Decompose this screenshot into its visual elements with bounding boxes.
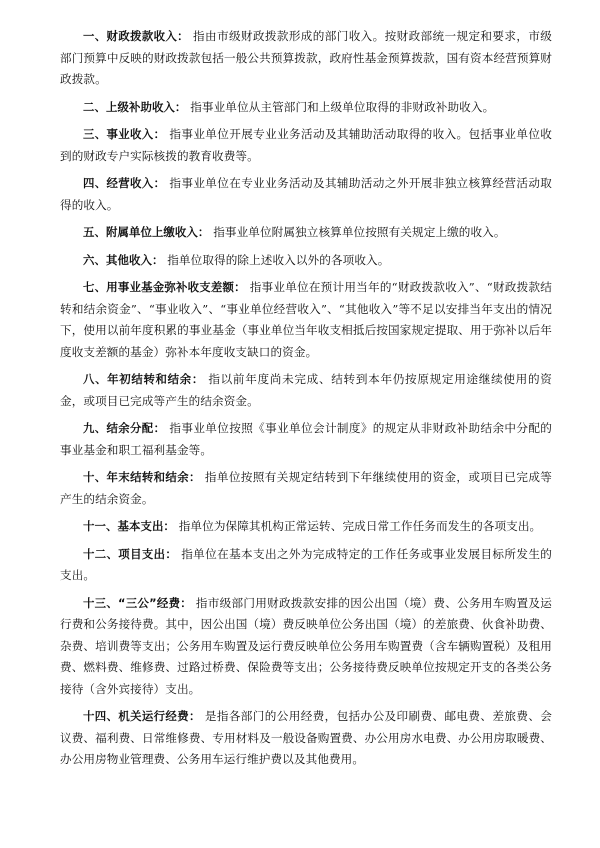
item-9-text: 指事业单位按照《事业单位会计制度》的规定从非财政补助结余中分配的事业基金和职工福利基金等。 (60, 421, 553, 457)
item-9-term: 九、结余分配： (83, 421, 166, 435)
item-3-text: 指事业单位开展专业业务活动及其辅助活动取得的收入。包括事业单位收到的财政专户实际核拨的教育收费等。 (60, 127, 553, 163)
item-11-text: 指单位为保障其机构正常运转、完成日常工作任务而发生的各项支出。 (178, 519, 542, 533)
item-1 (60, 26, 552, 91)
item-7-text: 指事业单位在预计用当年的“财政拨款收入”、“财政拨款结转和结余资金”、“事业收入”、“事业单位经营收入”、“其他收入”等不足以安排当年支出的情况下，使用以前年度积累的事业基金（事业单位当年收支相抵后按国家规定提取、用于弥补以后年度收支差额的基金）弥补本年度收支缺口的资金。 (60, 280, 552, 359)
item-14-text: 是指各部门的公用经费，包括办公及印刷费、邮电费、差旅费、会议费、福利费、日常维修费、专用材料及一般设备购置费、办公用房水电费、办公用房取暖费、办公用房物业管理费、公务用车运行维护费以及其他费用。 (60, 709, 552, 766)
item-13-term: 十三、“三公”经费： (83, 595, 192, 610)
item-2 (60, 97, 552, 119)
item-10-text: 指单位按照有关规定结转到下年继续使用的资金，或项目已完成等产生的结余资金。 (60, 470, 552, 506)
item-4-text: 指事业单位在专业业务活动及其辅助活动之外开展非独立核算经营活动取得的收入。 (60, 176, 553, 212)
item-12 (60, 544, 552, 587)
item-8 (60, 369, 552, 412)
item-14 (60, 706, 552, 771)
item-4 (60, 173, 552, 216)
item-3 (60, 124, 552, 167)
item-11-term: 十一、基本支出： (83, 519, 175, 533)
item-2-term: 二、上级补助收入： (83, 99, 187, 114)
item-5-term: 五、附属单位上缴收入： (83, 225, 210, 239)
item-6 (60, 250, 552, 272)
item-13 (60, 593, 552, 701)
item-13-text: 指市级部门用财政拨款安排的因公出国（境）费、公务用车购置及运行费和公务接待费。其中，因公出国（境）费反映单位公务出国（境）的差旅费、伙食补助费、杂费、培训费等支出；公务用车购置及运行费反映单位公务用车购置费（含车辆购置税）及租用费、燃料费、维修费、过路过桥费、保险费等支出；公务接待费反映单位按规定开支的各类公务接待（含外宾接待）支出。 (60, 595, 552, 696)
item-5 (60, 222, 552, 244)
item-1-term: 一、财政拨款收入： (83, 29, 189, 43)
item-7-term: 七、用事业基金弥补收支差额： (83, 280, 246, 294)
item-9 (60, 418, 552, 461)
item-10 (60, 467, 552, 510)
item-8-term: 八、年初结转和结余： (83, 372, 204, 386)
item-12-term: 十二、项目支出： (83, 546, 178, 561)
item-11 (60, 516, 552, 538)
item-7 (60, 277, 552, 363)
item-10-term: 十、年末结转和结余： (83, 470, 201, 484)
item-6-term: 六、其他收入： (83, 252, 164, 267)
item-5-text: 指事业单位附属独立核算单位按照有关规定上缴的收入。 (213, 225, 506, 239)
item-14-term: 十四、机关运行经费： (83, 709, 201, 723)
item-3-term: 三、事业收入： (83, 127, 166, 141)
item-8-text: 指以前年度尚未完成、结转到本年仍按原规定用途继续使用的资金，或项目已完成等产生的结余资金。 (60, 372, 552, 408)
item-6-text: 指单位取得的除上述收入以外的各项收入。 (167, 252, 390, 267)
item-12-text: 指单位在基本支出之外为完成特定的工作任务或事业发展目标所发生的支出。 (60, 546, 552, 582)
item-1-text: 指由市级财政拨款形成的部门收入。按财政部统一规定和要求，市级部门预算中反映的财政拨款包括一般公共预算拨款，政府性基金预算拨款，国有资本经营预算财政拨款。 (60, 29, 552, 86)
item-4-term: 四、经营收入： (83, 176, 166, 190)
item-2-text: 指事业单位从主管部门和上级单位取得的非财政补助收入。 (190, 99, 495, 114)
